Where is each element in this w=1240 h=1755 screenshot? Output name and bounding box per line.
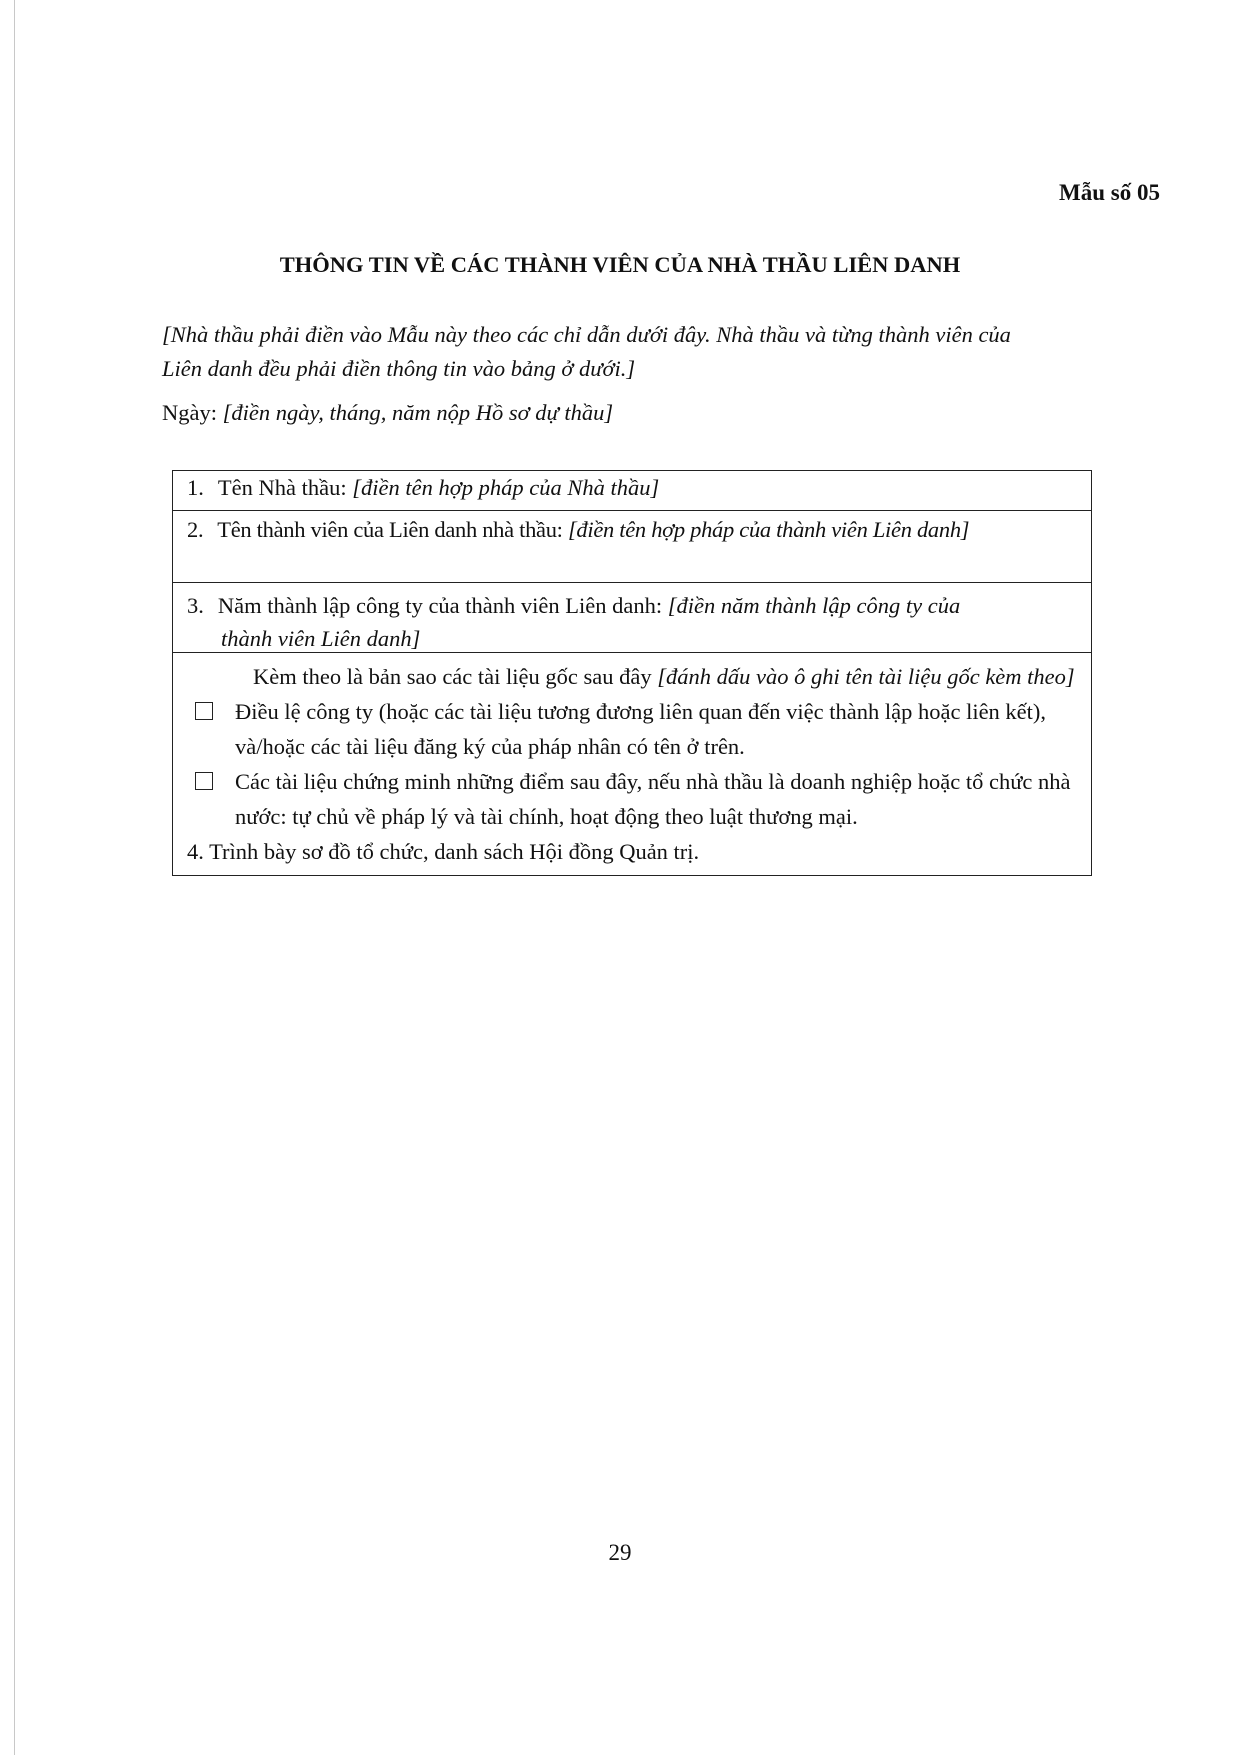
date-placeholder[interactable]: [điền ngày, tháng, năm nộp Hồ sơ dự thầu] <box>222 400 614 425</box>
instructions <box>162 318 1162 386</box>
table-row-contractor-name <box>173 471 1091 511</box>
row-number: 1. <box>187 475 204 500</box>
attachment-item-charter <box>187 694 1091 764</box>
attachment-item-proof <box>187 764 1091 834</box>
attachment-item-label: Các tài liệu chứng minh những điểm sau đây, nếu nhà thầu là doanh nghiệp hoặc tổ chức nhà nước: tự chủ về pháp lý và tài chính, hoạt động theo luật thương mại. <box>235 769 1071 829</box>
contractor-name-field[interactable]: [điền tên hợp pháp của Nhà thầu] <box>352 475 660 500</box>
page-number: 29 <box>608 1540 632 1565</box>
founding-year-field-cont[interactable]: thành viên Liên danh] <box>221 626 421 651</box>
table-row-attachments <box>173 653 1091 875</box>
page-title: THÔNG TIN VỀ CÁC THÀNH VIÊN CỦA NHÀ THẦU LIÊN DANH <box>279 252 961 277</box>
instruction-line-1: [Nhà thầu phải điền vào Mẫu này theo các chỉ dẫn dưới đây. Nhà thầu và từng thành viên của <box>162 322 1011 347</box>
attachments-intro-placeholder: [đánh dấu vào ô ghi tên tài liệu gốc kèm theo] <box>657 664 1075 689</box>
attachments-intro <box>187 659 1091 694</box>
attachments-intro-text: Kèm theo là bản sao các tài liệu gốc sau đây <box>253 664 658 689</box>
org-chart-item: 4. Trình bày sơ đồ tổ chức, danh sách Hội đồng Quản trị. <box>187 839 700 864</box>
date-line <box>162 396 613 430</box>
founding-year-field[interactable]: [điền năm thành lập công ty của <box>667 593 961 618</box>
member-name-field[interactable]: [điền tên hợp pháp của thành viên Liên danh] <box>567 517 970 542</box>
instruction-line-2: Liên danh đều phải điền thông tin vào bảng ở dưới.] <box>162 356 636 381</box>
member-info-table <box>172 470 1092 876</box>
table-row-member-name <box>173 511 1091 583</box>
contractor-name-label: Tên Nhà thầu: <box>217 475 353 500</box>
attachment-checkbox[interactable] <box>195 702 213 720</box>
row-number: 3. <box>187 593 204 618</box>
attachment-item-label: Điều lệ công ty (hoặc các tài liệu tương đương liên quan đến việc thành lập hoặc liên kết), và/hoặc các tài liệu đăng ký của pháp nhân có tên ở trên. <box>235 699 1047 759</box>
table-row-founding-year <box>173 583 1091 653</box>
attachment-checkbox[interactable] <box>195 772 213 790</box>
form-number: Mẫu số 05 <box>1059 180 1160 205</box>
founding-year-label: Năm thành lập công ty của thành viên Liên danh: <box>217 593 668 618</box>
member-name-label: Tên thành viên của Liên danh nhà thầu: <box>217 517 568 542</box>
row-number: 2. <box>187 517 204 542</box>
date-label: Ngày: <box>162 400 223 425</box>
